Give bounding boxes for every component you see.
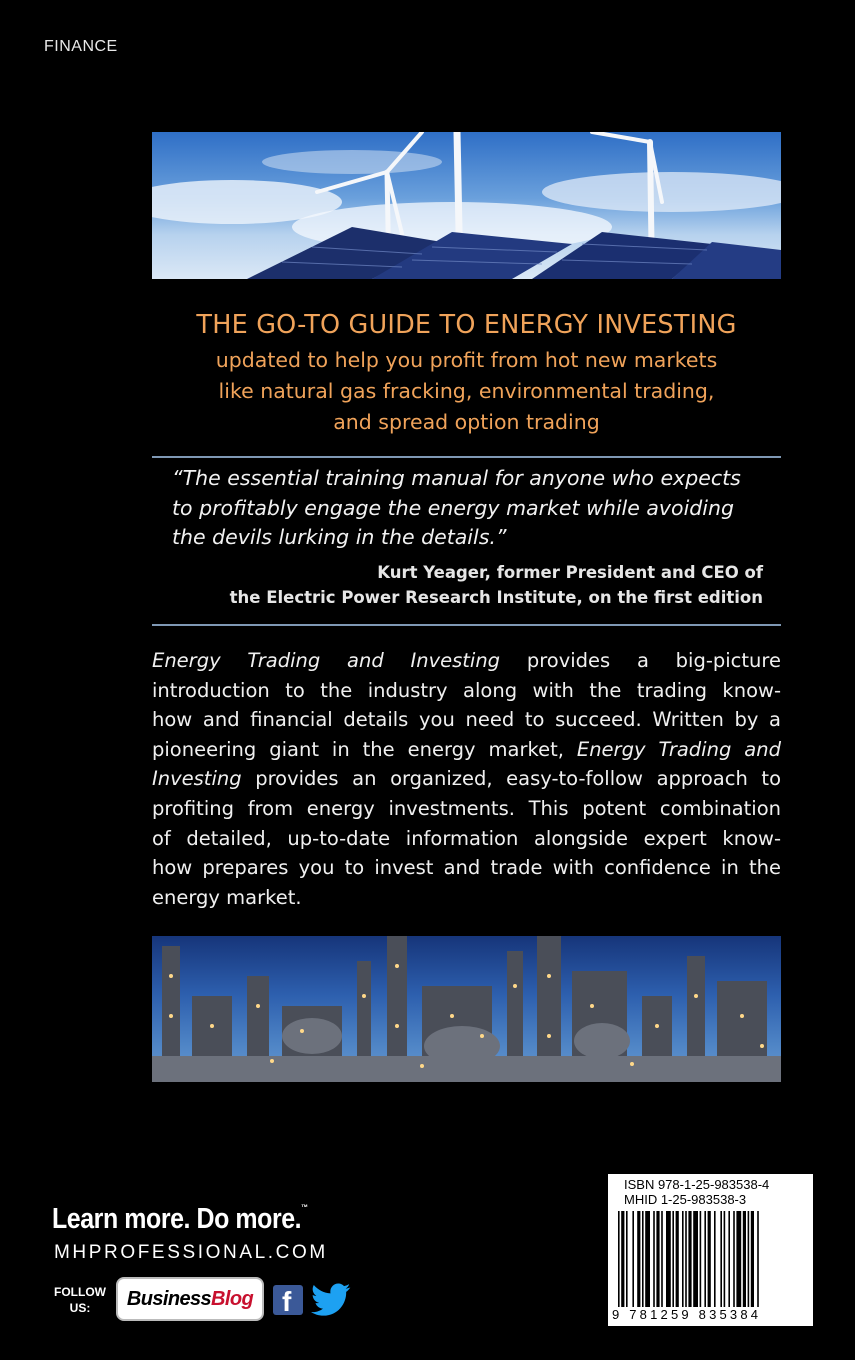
business-blog-button[interactable]: Business Blog — [116, 1277, 264, 1321]
divider-top — [152, 456, 781, 458]
description-line: energy market. — [152, 885, 302, 909]
follow-us-label: FOLLOW US: — [54, 1285, 106, 1315]
tagline: Learn more. Do more.™ — [52, 1203, 308, 1235]
description-line: profiting from energy investments. This potent combination — [152, 796, 781, 820]
refinery-photo — [152, 936, 781, 1082]
quote-line: the devils lurking in the details.” — [172, 525, 507, 549]
subheadline-line: like natural gas fracking, environmental trading, — [218, 379, 715, 403]
subheadline-line: and spread option trading — [333, 410, 600, 434]
description-line: how prepares you to invest and trade with confidence in the — [152, 856, 781, 880]
attribution-line: the Electric Power Research Institute, on the first edition — [229, 588, 763, 607]
barcode-image — [618, 1211, 808, 1307]
mhid-number: MHID 1-25-983538-3 — [624, 1192, 747, 1207]
book-title: Energy Trading and Investing — [152, 649, 501, 672]
endorsement-quote — [172, 464, 772, 553]
headline: THE GO-TO GUIDE TO ENERGY INVESTING — [196, 310, 737, 340]
quote-line: “The essential training manual for anyone who expects — [172, 466, 741, 490]
description-line: how and financial details you need to succeed. Written by a — [152, 708, 781, 732]
description-line: introduction to the industry along with the trading know- — [152, 678, 781, 702]
book-description — [152, 646, 781, 912]
quote-line: to profitably engage the energy market while avoiding — [172, 495, 734, 520]
book-title: Investing — [152, 767, 242, 791]
category-label: FINANCE — [44, 38, 118, 55]
book-title: Energy Trading and — [576, 737, 781, 761]
description-line: pioneering giant in the energy market, Energy Trading and — [152, 737, 781, 761]
facebook-icon[interactable]: f — [273, 1285, 303, 1315]
attribution-line: Kurt Yeager, former President and CEO of — [377, 563, 763, 582]
description-line: Investing provides an organized, easy-to-follow approach to — [152, 767, 781, 791]
subheadline — [152, 345, 781, 438]
barcode-digits: 9 781259 835384 — [612, 1307, 762, 1322]
website-link[interactable]: MHPROFESSIONAL.COM — [54, 1242, 328, 1263]
divider-bottom — [152, 624, 781, 626]
barcode-panel — [608, 1174, 813, 1326]
quote-attribution — [230, 560, 763, 610]
wind-solar-photo — [152, 132, 781, 279]
twitter-icon[interactable] — [311, 1283, 351, 1317]
subheadline-line: updated to help you profit from hot new markets — [215, 348, 718, 372]
description-line: of detailed, up-to-date information alongside expert know- — [152, 826, 781, 850]
description-line: Energy Trading and Investing provides a big-picture — [152, 649, 781, 672]
isbn-number: ISBN 978-1-25-983538-4 — [624, 1177, 770, 1192]
